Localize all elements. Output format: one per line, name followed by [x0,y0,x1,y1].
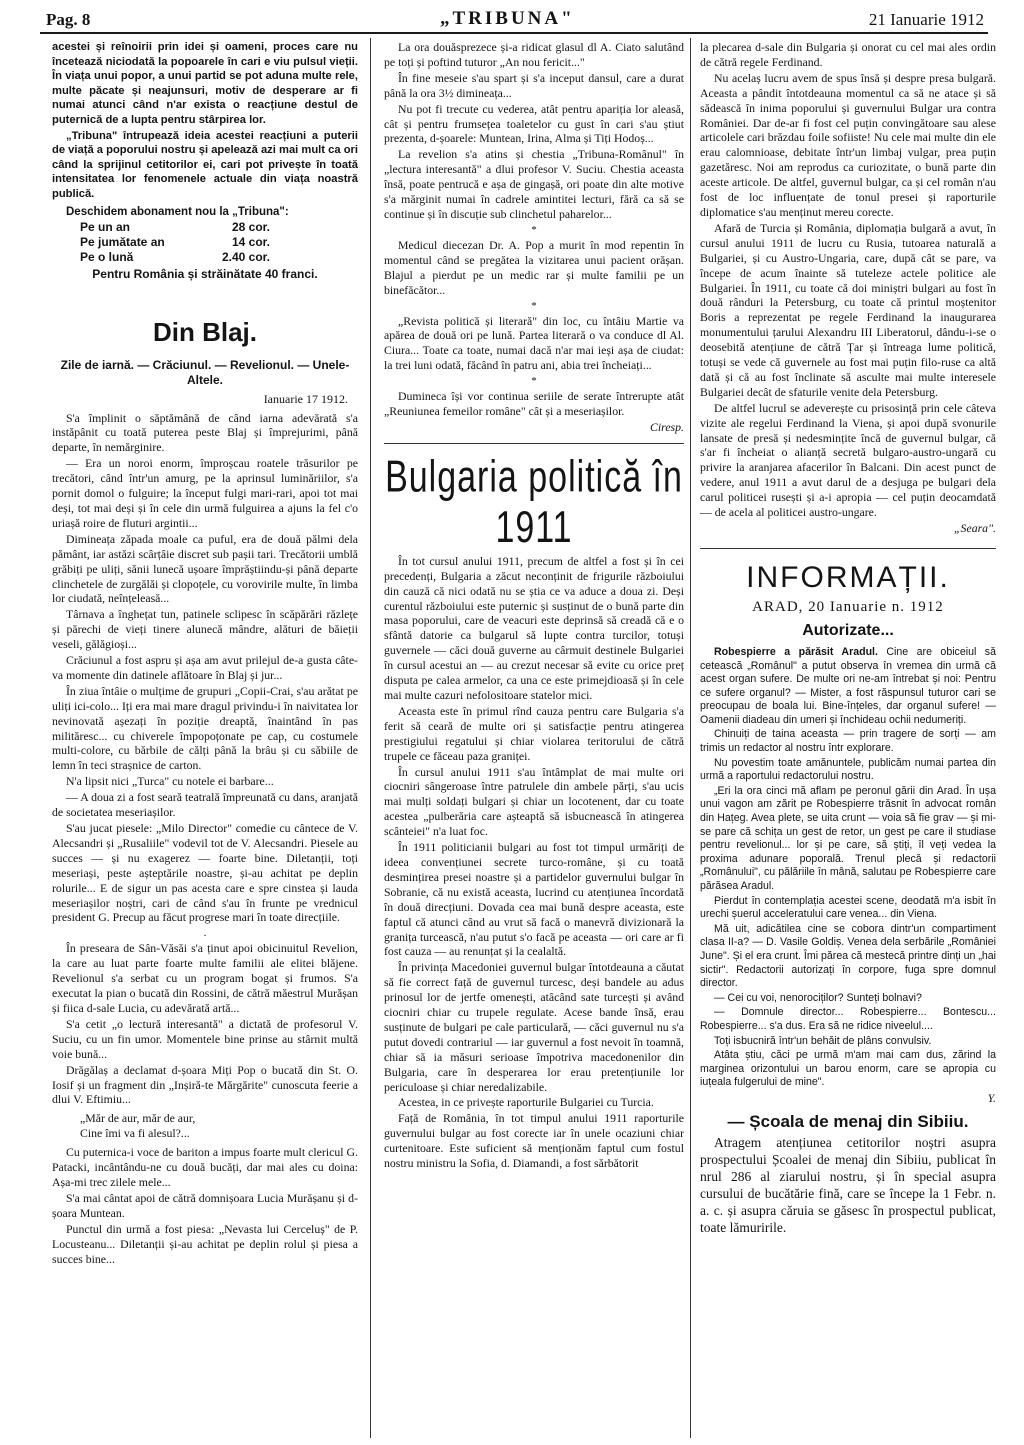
article-paragraph: În ziua întâie o mulțime de grupuri „Copii-Crai, s'au arătat pe uliți ici-colo... Iți era mai mare dragul privindu-i în naivitatea lor nevinovată așezați în poziție dreaptă, înaintând în pas milităresc... cu chiverele împopoțonate pe cap, cu costumele multi-colore, cu bărbile de călți până la brâu și cu săbiile de lemn în teci strașnice de carton. [52,683,358,773]
article-paragraph: Medicul diecezan Dr. A. Pop a murit în mod repentin în momentul când se pregătea la vizitarea unui pacient orășan. Blajul a pierdut pe un medic rar și multe familii pe un binefăcător... [384,237,684,297]
news-paragraph: Pierdut în contemplația acestei scene, deodată m'a isbit în urechi șuerul acceleratului care venea... din Viena. [700,894,996,921]
price-foreign: Pentru România și străinătate 40 franci. [92,266,318,281]
article-paragraph: În preseara de Sân-Văsăi s'a ținut apoi obicinuitul Revelion, la care au luat parte foarte multe familii ale elitei blăjene. Revelionul s'a serbat cu un program bogat și frumos. S'a executat la pian o bucată din Rossini, de cătră măestrul Murășan și fiica d-sale Lucia, cu adevărată artă... [52,941,358,1015]
article-paragraph: N'a lipsit nici „Turca" cu notele ei barbare... [66,774,274,789]
signature: „Seara". [954,521,996,535]
intro-paragraph: „Tribuna" întrupează ideia acestei reacțiuni a puterii de viață a poporului nostru și apelează azi mai mult ca ori când la sprijinul cetitorilor ei, cari pot privește în toată intensitatea lor fenomenele actuale din viața noastră publică. [52,129,358,200]
column-middle: La ora douăsprezece și-a ridicat glasul dl A. Ciato salutând pe toți și poftind tuturor „An nou fericit..." În fine meseie s'au spart și s'a inceput dansul, care a durat până la ora 3½ dimineața... Nu pot fi trecute cu vederea, atât pentru apariția lor aleasă, cât și pentru frumsețea toaletelor cu gust în cari s'au știut prezenta, d-șoarele: Muntean, Irina, Alma și Tiți Hodoș... La revelion s'a atins și chestia „Tribuna-Românul" în „lectura interesantă" a dlui profesor V. Suciu. Chestia aceasta însă, poate pentrucă e așa de gingașă, ori poate din alte motive s'a mărginit numai în cadrele amintitei lecturi, fără ca să se continue și în discuție sub clinchetul paharelor... * Medicul diecezan Dr. A. Pop a murit în mod repentin în momentul când se pregătea la vizitarea unui pacient orășan. Blajul a pierdut pe un medic rar și multe familii pe un binefăcător... * „Revista politică și literară" din loc, cu întâiu Martie va apărea de două ori pe lună. Partea literară o va conduce dl Al. Ciura... Toate ca toate, numai dacă n'ar mai ieși așa de ciudat: la trei luni odată, făcând în patru ani, abia trei încheiați... * Dumineca își vor continua seriile de serate întrerupte atât „Reuniunea femeilor române" cât și a meseriașilor. Ciresp. Bulgaria politică în 1911 În tot cursul anului 1911, precum de altfel a fost și în cei precedenți, Bulgaria a zăcut neconținit de frigurile războiului din cauză că nici odată nu se știa ce va aduce a doua zi. Deși curentul războiului este puternic și susținut de o bună parte din masa poporului, care de veacuri este deprinsă să creadă că e o sfântă datorie ca bulgarul să lupte contra turcilor, totuși guvernele — căci două guverne au cârmuit destinele Bulgariei în cursul acestui an — au crezut necesar să evite cu orice preț disputa pe calea armelor, ca una ce este primejdioasă și în cele mai multe cazuri nefolositoare statelor mici. Aceasta este în primul rînd cauza pentru care Bulgaria s'a ferit să ceară de multe ori și satisfacție pentru atingerea prestigiului regatului și chiar violarea teritorului de cătră trupele ce făceau paza graniței. În cursul anului 1911 s'au întâmplat de mai multe ori ciocniri sângeroase între patrulele din ambele părți, s'au ucis mai mulți soldați bulgari și chiar un locotenent, dar cu toate acestea „pulberăria care așteaptă să isbucnească în atingerea scânteiei" n'a luat foc. În 1911 politicianii bulgari au fost tot timpul urmăriți de ideea convențiunei secrete turco-române, și cu toată desmințirea presei noastre și a partidelor guvernului bulgar în Sobranie, că nu există aceasta, lucrind cu atențiunea încordată în două direcțiuni. Dovada cea mai bună despre aceasta, este faptul că atunci când au vrut să facă o manevră divizionară la granița turcească, n'au putut s'o facă pe aceasta — ori care ar fi fost cauza — au renunțat și la cealaltă. În privința Macedoniei guvernul bulgar întotdeauna a căutat să fie correct față de guvernul turcesc, deși bandele au adus prinosul lor de jertfe omenești, atâcând sate turcești și având ciocniri chiar cu trupele regulate. Acese bande însă, erau susținute de bulgari pe cale particulară, — căci guvernul nu s'a putut dovedi contrariul — iar guvernul a fost nevoit în toamnă, chiar să ia măsuri serioase împotriva macedonenilor din Bulgaria, care în desperarea lor erau pretențiunile lor periculoase și chiar neredalizabile. Acestea, in ce privește raporturile Bulgariei cu Turcia. Față de România, în tot timpul anului 1911 raporturile guvernului bulgar au fost corecte iar în unele ocaziuni chiar curtenitoare. Este suficient să menționăm faptul cum fostul nostru ministru la Sofia, d. Diamandi, a fost sărbătorit [384,40,684,1171]
section-subtitle: Zile de iarnă. — Crăciunul. — Revelionul. — Unele-Altele. [60,357,350,387]
news-paragraph: Chinuiți de taina aceasta — prin tragere de sorți — am trimis un redactor al nostru într explorare. [700,728,996,755]
page-header [40,8,988,34]
subsection-title: Autorizate... [802,621,894,639]
price-row: Pe un an 28 cor. [80,219,270,234]
article-paragraph: S'a mai cântat apoi de cătră domnișoara Lucia Murășanu și d-șoara Muntean. [52,1191,358,1220]
newspaper-title: „TRIBUNA" [440,8,575,29]
dateline: Ianuarie 17 1912. [263,391,348,406]
article-paragraph: Nu acelaș lucru avem de spus însă și despre presa bulgară. Aceasta a pândit întotdeauna momentul ca să ne atace și să sădească în inima poporului și guvernului Bulgar ura contra României. Dar de-ar fi fost cel puțin convingătoare sau alese articolele cari brăzdau foile sofiiste! Nu cele mai multe din ele erau calomnioase, debitate într'un limbaj vulgar, prea puțin gazetăresc. Noi am reprodus ca curiozitate, o bună parte din aceste articole. De altfel, guvernul bulgar, ca și cel român n'au fost de loc influențate de tonul presei și raporturile diplomatice s'au menținut mereu corecte. [700,70,996,219]
article-paragraph: S'a împlinit o săptămână de când iarna adevărată s'a instăpânit cu toată puterea peste Blaj și împrejurimi, până departe, în nemărginire. [52,410,358,455]
intro-paragraph: acestei și reînoirii prin idei și oameni, proces care nu încetează niciodată la popoarele în cari e viu pulsul vieții. În viața unui popor, a unui partid se pot aduna multe rele, multe păcate și neajunsuri, motiv de desperare ar fi numai atunci când n'ar exista o reacțiune destul de puternică de a lupta pentru stârpirea lor. [52,41,358,126]
section-title: Din Blaj. [152,316,257,347]
news-paragraph: Toți isbucniră într'un behăit de plâns convulsiv. [714,1034,932,1047]
article-paragraph: În cursul anului 1911 s'au întâmplat de mai multe ori ciocniri sângeroase între patrulele din ambele părți, s'au ucis mai mulți soldați bulgari și chiar un locotenent, dar cu toate acestea „pulberăria care așteaptă să isbucnească în atingerea scânteiei" n'a luat foc. [384,764,684,839]
article-paragraph: În fine meseie s'au spart și s'a inceput dansul, care a durat până la ora 3½ dimineața... [384,70,684,100]
article-paragraph: În tot cursul anului 1911, precum de altfel a fost și în cei precedenți, Bulgaria a zăcut neconținit de frigurile războiului din cauză că nici odată nu se știa ce va aduce a doua zi. Deși curentul războiului este puternic și susținut de o bună parte din masa poporului, care de veacuri este deprinsă să creadă că e o sfântă datorie ca bulgarul să lupte contra turcilor, totuși guvernele — căci două guverne au cârmuit destinele Bulgariei în cursul acestui an — au crezut necesar să evite cu orice preț disputa pe calea armelor, ca una ce este primejdioasă și în cele mai multe cazuri nefolositoare statelor mici. [384,553,684,702]
article-paragraph: De altfel lucrul se adeverește cu prisosință prin cele câteva vizite ale regelui Ferdinand la Viena, și apoi după svonurile lansate de presă și nedesmințite încă de guvernul bulgar, că s'ar fi încheiat o alianță secretă bulgaro-austro-ungară cu privire la aranjarea afacerilor în Balcani. Din acest punct de vedere, anul 1911 a avut darul de a desjuga pe bulgari dela carul politicei rusești și a-i apropia — cel puțin deocamdată — de acela al politicei austro-ungare. [700,400,996,520]
article-paragraph: S'au jucat piesele: „Milo Director" comedie cu cântece de V. Alecsandri și „Rusaliile" vodevil tot de V. Alecsandri. Piesele au succes — și nu exagerez — foarte bine. Diletanții, toți meseriași, peste așteptările noastre, și-au achitat pe deplin rolurile... E de sigur un pas acesta care e spre cinstea și lauda meseriașilor noștri, cari de când s'au în frunte pe vrednicul president G. Precup au făcut progrese mari în toate direcțiile. [52,821,358,925]
article-paragraph: La revelion s'a atins și chestia „Tribuna-Românul" în „lectura interesantă" a dlui profesor V. Suciu. Chestia aceasta însă, poate pentrucă e așa de gingașă, ori poate din alte motive s'a mărginit numai în cadrele amintitei lecturi, fără ca să se continue și în discuție sub clinchetul paharelor... [384,147,684,221]
article-paragraph: În privința Macedoniei guvernul bulgar întotdeauna a căutat să fie correct față de guvernul turcesc, deși bandele au adus prinosul lor de jertfe omenești, atâcând sate turcești și având ciocniri chiar cu trupele regulate. Acese bande însă, erau susținute de bulgari pe cale particulară, — căci guvernul nu s'a putut dovedi contrariul — iar guvernul a fost nevoit în toamnă, chiar să ia măsuri serioase împotriva macedonenilor din Bulgaria, care în desperarea lor erau pretențiunile lor periculoase și chiar neredalizabile. [384,960,684,1094]
news-paragraph: Nu povestim toate amănuntele, publicăm numai partea din urmă a raportului redactorului nostru. [700,756,996,783]
dateline: ARAD, 20 Ianuarie n. 1912 [752,598,944,615]
article-paragraph: Nu pot fi trecute cu vederea, atât pentru apariția lor aleasă, cât și pentru frumsețea toaletelor cu gust în cari s'au știut prezenta, d-șoarele: Muntean, Irina, Alma și Tiți Hodoș... [384,101,684,146]
article-paragraph: Dimineața zăpada moale ca puful, era de două pălmi dela pământ, iar astăzi scârțâie discret sub pașii tari. Trecătorii umblă grăbiți pe uliți, sănii lunecă ușoare împrăștiindu-și până departe clinchetele de zurgălăi și clopoțele, cu vorovirile multe, în limba lor ciudată, neînțeleasă... [52,531,358,606]
article-paragraph: Cu puternica-i voce de bariton a impus foarte mult clericul G. Patacki, incântându-ne cu două bucăți, dar mai ales cu doina: Așa-mi trec zilele mele... [52,1145,358,1190]
article-paragraph: S'a cetit „o lectură interesantă" a dictată de profesorul V. Suciu, cu un fin umor. Momentele bine prinse au stârnit multă voie bună... [52,1016,358,1061]
page-number: Pag. 8 [46,10,91,29]
column-left: acestei și reînoirii prin idei și oameni, proces care nu încetează niciodată la popoarele în cari e viu pulsul vieții. În viața unui popor, a unui partid se pot aduna multe rele, multe păcate și neajunsuri, motiv de desperare ar fi numai atunci când n'ar exista o reacțiune destul de puternică de a lupta pentru stârpirea lor. „Tribuna" întrupează ideia acestei reacțiuni a puterii de viață a poporului nostru și apelează azi mai mult ca ori când la sprijinul cetitorilor ei, cari pot privește în toată intensitatea lor fenomenele actuale din viața noastră publică. Deschidem abonament nou la „Tribuna": Pe un an 28 cor. Pe jumătate an 14 cor. Pe o lună 2.40 cor. Pentru România și străinătate 40 franci. Din Blaj. Zile de iarnă. — Crăciunul. — Revelionul. — Unele-Altele. Ianuarie 17 1912. S'a împlinit o săptămână de când iarna adevărată s'a instăpânit cu toată puterea peste Blaj și împrejurimi, până departe, în nemărginire. — Era un noroi enorm, împroșcau roatele trăsurilor pe trecători, când într'un amurg, pe la aprinsul luminăriilor, s'a pornit domol o fulguire; la început fulgi mari-rari, apoi tot mai deși, tot mai deși și în cele din urmă fulguirea a ajuns la fel c'o uriașă roire de fluturi argintii... Dimineața zăpada moale ca puful, era de două pălmi dela pământ, iar astăzi scârțâie discret sub pașii tari. Trecătorii umblă grăbiți pe uliți, sănii lunecă ușoare împrăștiindu-și până departe clinchetele de zurgălăi și clopoțele, cu vorovirile multe, în limba lor ciudată, neînțeleasă... Târnava a înghețat tun, patinele sclipesc în scăpărări răzlețe și părechi de vieți tinere alunecă mândre, alături de băieții veseli, gălăgioși... Crăciunul a fost aspru și așa am avut prilejul de-a gusta câte-va momente din datinele aflătoare în Blaj și jur... În ziua întâie o mulțime de grupuri „Copii-Crai, s'au arătat pe uliți ici-colo... Iți era mai mare dragul privindu-i în naivitatea lor nevinovată așezați în poziție dreaptă, înaintând în pas milităresc... cu chiverele împopoțonate pe cap, cu costumele multi-colore, cu bărbile de călți până la brâu și cu săbiile de lemn în teci strașnice de carton. N'a lipsit nici „Turca" cu notele ei barbare... — A doua zi a fost seară teatrală împreunată cu dans, aranjată de societatea meseriașilor. S'au jucat piesele: „Milo Director" comedie cu cântece de V. Alecsandri și „Rusaliile" vodevil tot de V. Alecsandri. Piesele au succes — și nu exagerez — foarte bine. Diletanții, toți meseriași, peste așteptările noastre, și-au achitat pe deplin rolurile... E de sigur un pas acesta care e spre cinstea și lauda meseriașilor noștri, cari de când s'au în frunte pe vrednicul president G. Precup au făcut progrese mari în toate direcțiile. . În preseara de Sân-Văsăi s'a ținut apoi obicinuitul Revelion, la care au luat parte foarte multe familii ale elitei blăjene. Revelionul s'a serbat cu un program bogat și frumos. S'a executat la pian o bucată din Rossini, de cătră măestrul Murășan și fiica d-sale Lucia, cu adevărată artă... S'a cetit „o lectură interesantă" a dictată de profesorul V. Suciu, cu un fin umor. Momentele bine prinse au stârnit multă voie bună... Drăgălaș a declamat d-șoara Miți Pop o bucată din St. O. Iosif și un fragment din „Inșiră-te Mărgărite" cunoscuta feerie a dlui V. Eftimiu... „Măr de aur, măr de aur, Cine îmi va fi alesul?... Cu puternica-i voce de bariton a impus foarte mult clericul G. Patacki, incântându-ne cu două bucăți, dar mai ales cu doina: Așa-mi trec zilele mele... S'a mai cântat apoi de cătră domnișoara Lucia Murășanu și d-șoara Muntean. Punctul din urmă a fost piesa: „Nevasta lui Cerceluș" de P. Locusteanu... Diletanții și-au achitat pe deplin rolul și piesa a succes bine... [52,41,358,1266]
issue-date: 21 Ianuarie 1912 [868,10,984,29]
price-row: Pe jumătate an 14 cor. [80,234,270,249]
article-paragraph: Târnava a înghețat tun, patinele sclipesc în scăpărări răzlețe și părechi de vieți tinere alunecă mândre, alături de băieții veseli, gălăgioși... [52,607,358,652]
column-right [700,40,996,1440]
article-title: Bulgaria politică în 1911 [385,452,683,553]
article-paragraph: la plecarea d-sale din Bulgaria și onorat cu cel mai ales ordin de cătră regele Ferdinand. [700,40,996,69]
signature: Y. [987,1090,996,1105]
news-paragraph: Robespierre a părăsit Aradul. Cine are obiceiul să cetească „Românul" a putut observa în vremea din urmă că acest organ sufere. De multe ori ne-am întrebat și noi: Pentru ce sufere organul? — Mister, a fost răspunsul tuturor cari se preocupau de boala lui. Bine-înțeles, dar organul sufere! — Oamenii diadeau din umeri și închideau ochii nedumeriți. [700,645,996,726]
section-title: INFORMAȚII. [700,548,996,595]
article-paragraph: Aceasta este în primul rînd cauza pentru care Bulgaria s'a ferit să ceară de multe ori și satisfacție pentru atingerea prestigiului regatului și chiar violarea teritorului de cătră trupele ce făceau paza graniței. [384,703,684,763]
article-paragraph: La ora douăsprezece și-a ridicat glasul dl A. Ciato salutând pe toți și poftind tuturor „An nou fericit..." [384,40,684,69]
article-paragraph: Acestea, in ce privește raporturile Bulgariei cu Turcia. [398,1095,654,1110]
news-paragraph: Mă uit, adicătilea cine se cobora dintr'un compartiment clasa II-a? — D. Vasile Goldiș. Venea dela serbările „României June". Și el era crunt. Îmi părea că mestecă printre dinți un „hai sictir". Redactorii autorizați în corpore, fuga spre domnul director. [700,922,996,990]
notice-title: — Școala de menaj din Sibiiu. [727,1111,969,1131]
article-paragraph: Față de România, în tot timpul anului 1911 raporturile guvernului bulgar au fost corecte iar în unele ocaziuni chiar curtenitoare. Este suficient să menționăm faptul cum fostul nostru ministru la Sofia, d. Diamandi, a fost sărbătorit [384,1111,684,1171]
article-paragraph: În 1911 politicianii bulgari au fost tot timpul urmăriți de ideea convențiunei secrete turco-române, și cu toată desmințirea presei noastre și a partidelor guvernului bulgar în Sobranie, că nu există aceasta, lucrind cu atențiunea încordată în două direcțiuni. Dovada cea mai bună despre aceasta, este faptul că atunci când au vrut să facă o manevră divizionară la granița turcească, n'au putut s'o facă pe aceasta — ori care ar fi fost cauza — au renunțat și la cealaltă. [384,840,684,959]
article-paragraph: „Revista politică și literară" din loc, cu întâiu Martie va apărea de două ori pe lună. Partea literară o va conduce dl Al. Ciura... Toate ca toate, numai dacă n'ar mai ieși așa de ciudat: la trei luni odată, făcând în patru ani, abia trei încheiați... [384,313,684,373]
news-paragraph: Atâta știu, căci pe urmă m'am mai cam dus, zărind la marginea orizontului un barou enorm, care se apropia cu iuțeala fulgerului de mine". [700,1049,996,1089]
signature: Ciresp. [650,419,684,434]
news-paragraph: — Cei cu voi, nenorociților? Sunteți bolnavi? [714,991,922,1004]
article-paragraph: Drăgălaș a declamat d-șoara Miți Pop o bucată din St. O. Iosif și un fragment din „Inșiră-te Mărgărite" cunoscuta feerie a dlui V. Eftimiu... [52,1062,358,1107]
poem-quote: „Măr de aur, măr de aur, Cine îmi va fi alesul?... [80,1111,196,1141]
article-paragraph: — A doua zi a fost seară teatrală împreunată cu dans, aranjată de societatea meseriașilor. [52,790,358,820]
article-paragraph: Dumineca își vor continua seriile de serate întrerupte atât „Reuniunea femeilor române" cât și a meseriașilor. [384,389,684,419]
price-row: Pe o lună 2.40 cor. [80,249,270,264]
news-paragraph: „Eri la ora cinci mă aflam pe peronul gării din Arad. În ușa unui vagon am zărit pe Robespierre trăsnit în advocat român din Hațeg. Avea plete, se uita crunt — voia să fie grav — și mi-se pare că schița un gest de retor, un gest pe care il studiase pentru revelionul... lor și pe care, să știți, îl veți vedea la proxima adunare poporală. Trenul plecă și redactorii „Românului", cu pălăriile în mână, salutau pe Robespierre care părăsea Aradul. [700,784,996,892]
article-paragraph: Afară de Turcia și România, diplomația bulgară a avut, în cursul anului 1911 de lucru cu Rusia, tutoarea naturală a Bulgariei, și cu Austro-Ungaria, care, după cât se pare, va începe de acum înainte să tuteleze actele politice ale Bulgariei. În 1911, cu toate că doi miniștri bulgari au fost în două rânduri la Petersburg, cu toate că printul moștenitor Boris a reprezentat pe regele Ferdinand la inaugurarea monumentului țarului Alexandru III Liberatorul, dându-i-se o deosebită atențiune de cătră Țar și întreaga lume politică, totuși se vede că guvernele au fost mai puțin filo-ruse ca altă dată și că au fost înclinate să asculte mai multe interesele Bulgariei decât de sfaturile venite dela Petersburg. [700,220,996,399]
notice-paragraph: Atragem atențiunea cetitorilor noștri asupra prospectului Școalei de menaj din Sibiiu, publicat în nrul 286 al ziarului nostru, și în special asupra cursului de bucătărie fină, care se începe la 1 Febr. n. a. c. și asupra căruia se găsesc în prospectul publicat, toate lămuririle. [700,1134,996,1235]
column-rule [370,38,371,1438]
news-paragraph: — Domnule director... Robespierre... Bontescu... Robespierre... s'a dus. Era să ne ridice niveelul.... [700,1006,996,1032]
column-rule [690,38,691,1438]
article-paragraph: — Era un noroi enorm, împroșcau roatele trăsurilor pe trecători, când într'un amurg, pe la aprinsul luminăriilor, s'a pornit domol o fulguire; la început fulgi mari-rari, apoi tot mai deși, tot mai deși și în cele din urmă fulguirea a ajuns la fel c'o uriașă roire de fluturi argintii... [52,456,358,530]
article-paragraph: Punctul din urmă a fost piesa: „Nevasta lui Cerceluș" de P. Locusteanu... Diletanții și-au achitat pe deplin rolul și piesa a succes bine... [52,1221,358,1266]
article-paragraph: Crăciunul a fost aspru și așa am avut prilejul de-a gusta câte-va momente din datinele aflătoare în Blaj și jur... [52,653,358,682]
subscription-title: Deschidem abonament nou la „Tribuna": [66,205,289,218]
